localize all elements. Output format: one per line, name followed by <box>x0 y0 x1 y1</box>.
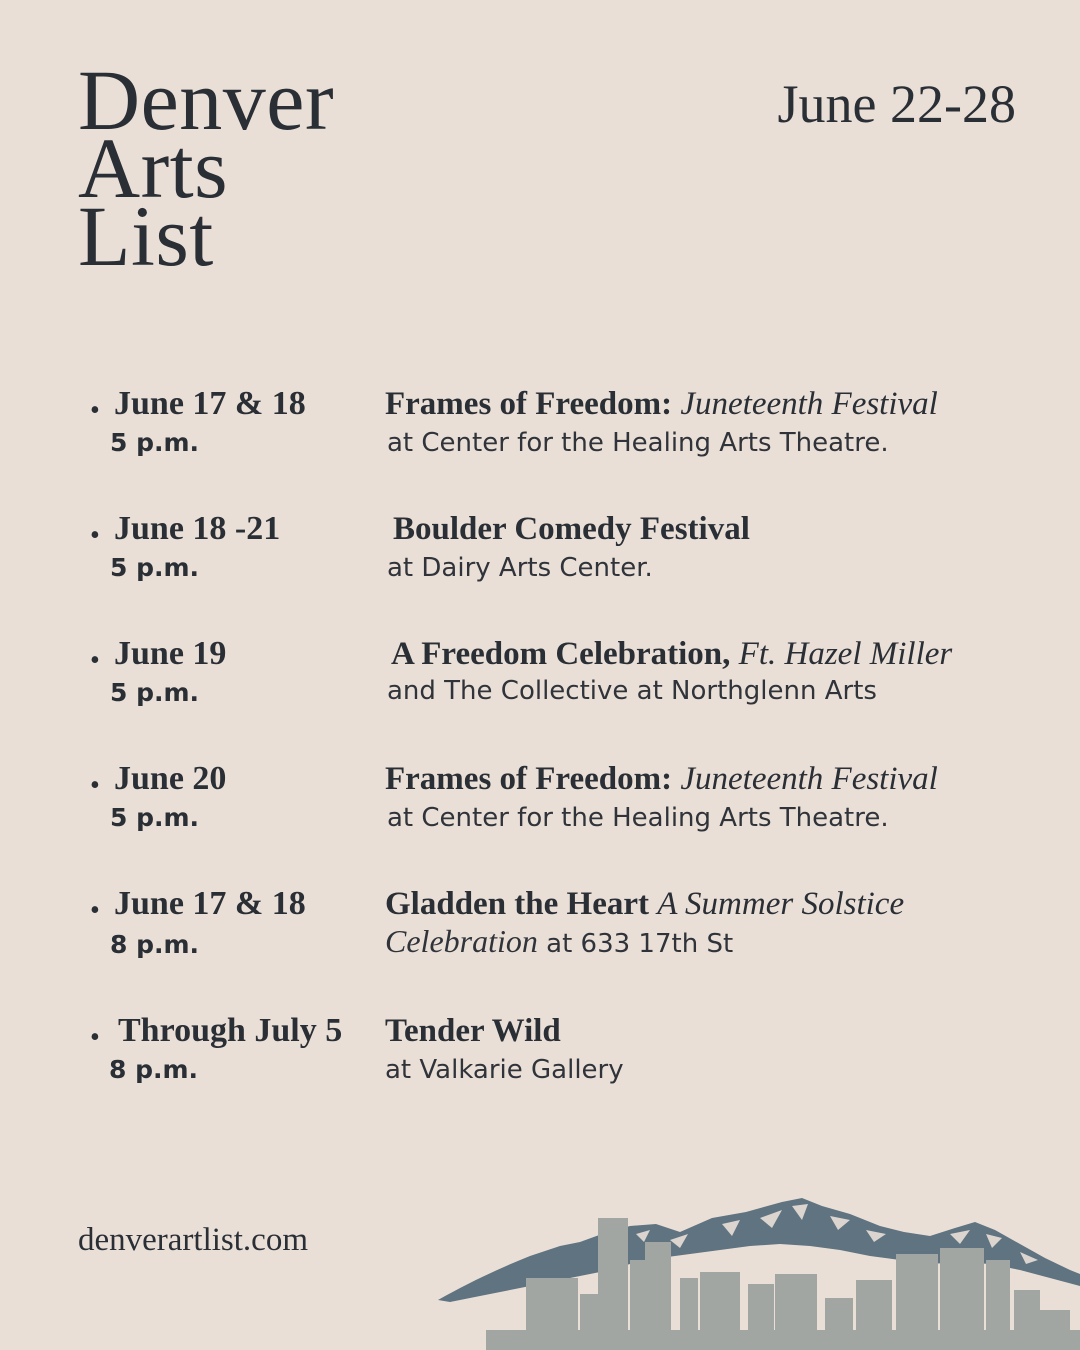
event-date: Through July 5 <box>118 1012 343 1049</box>
event-date: June 19 <box>114 635 227 672</box>
event-item <box>0 384 1080 484</box>
event-description-text: at 633 17th St <box>537 929 734 959</box>
event-description: at Center for the Healing Arts Theatre. <box>387 803 889 833</box>
event-time: 5 p.m. <box>110 803 200 832</box>
event-title <box>393 509 750 549</box>
denver-skyline-illustration <box>430 1190 1080 1350</box>
event-title <box>385 384 938 424</box>
event-title-italic: Ft. Hazel Miller <box>738 636 953 672</box>
event-title-bold: A Freedom Celebration, <box>391 636 731 672</box>
event-description-italic: Celebration <box>385 923 538 959</box>
website-url: denverartlist.com <box>78 1222 309 1258</box>
bullet-icon: • <box>90 770 100 801</box>
bullet-icon: • <box>90 645 100 676</box>
event-description: at Center for the Healing Arts Theatre. <box>387 428 889 458</box>
title-line-denver: Denver <box>78 52 335 148</box>
event-date: June 17 & 18 <box>114 385 306 422</box>
event-description <box>385 923 734 959</box>
event-item <box>0 634 1080 734</box>
bullet-icon: • <box>90 895 100 926</box>
event-title-bold: Frames of Freedom: <box>385 386 673 422</box>
event-title-italic: Juneteenth Festival <box>680 761 938 797</box>
event-item <box>0 884 1080 984</box>
event-title-italic: A Summer Solstice <box>657 886 905 922</box>
bullet-icon: • <box>90 395 100 426</box>
event-time: 8 p.m. <box>110 930 200 959</box>
date-range: June 22-28 <box>777 74 1016 134</box>
event-date: June 18 -21 <box>114 510 281 547</box>
event-title-bold: Frames of Freedom: <box>385 761 673 797</box>
event-title-bold: Boulder Comedy Festival <box>393 511 750 547</box>
event-item <box>0 509 1080 609</box>
event-description: at Valkarie Gallery <box>385 1055 624 1085</box>
event-date: June 17 & 18 <box>114 885 306 922</box>
event-title-bold: Gladden the Heart <box>385 886 649 922</box>
event-description: at Dairy Arts Center. <box>387 553 653 583</box>
page-title <box>78 52 335 284</box>
bullet-icon: • <box>90 520 100 551</box>
title-line-arts: Arts <box>78 120 229 216</box>
bullet-icon: • <box>90 1022 100 1053</box>
event-title <box>385 1011 561 1051</box>
event-title <box>385 884 904 924</box>
event-time: 8 p.m. <box>109 1055 199 1084</box>
event-date: June 20 <box>114 760 227 797</box>
event-time: 5 p.m. <box>110 678 200 707</box>
event-item <box>0 759 1080 859</box>
title-line-list: List <box>78 188 214 284</box>
event-title <box>385 759 938 799</box>
event-title-italic: Juneteenth Festival <box>680 386 938 422</box>
event-title <box>391 634 952 674</box>
event-item <box>0 1011 1080 1111</box>
event-time: 5 p.m. <box>110 428 200 457</box>
event-title-bold: Tender Wild <box>385 1013 561 1049</box>
event-description: and The Collective at Northglenn Arts <box>387 676 877 706</box>
event-time: 5 p.m. <box>110 553 200 582</box>
